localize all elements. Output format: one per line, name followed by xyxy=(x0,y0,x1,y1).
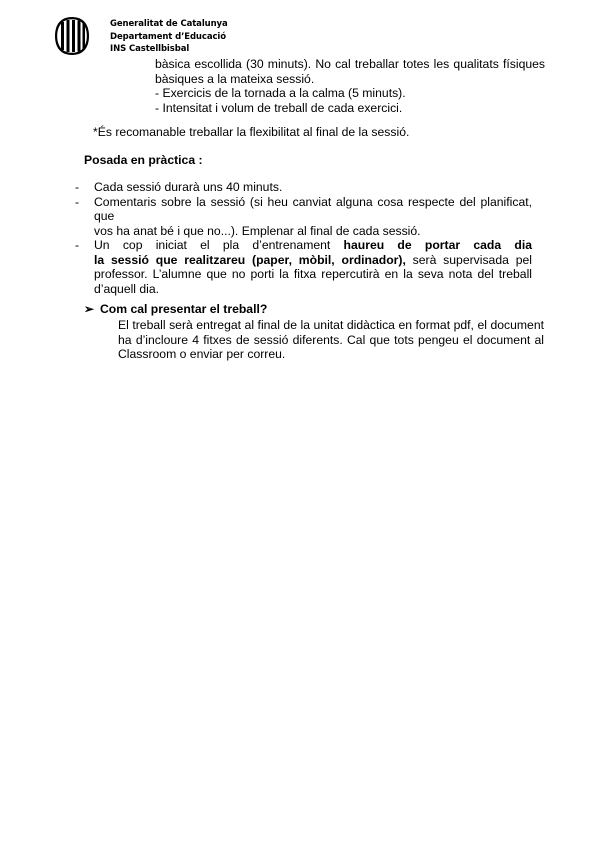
presentation-block xyxy=(118,318,544,362)
practice-heading: Posada en pràctica : xyxy=(84,153,203,167)
intro-line: - Exercicis de la tornada a la calma (5 minuts). xyxy=(155,86,406,100)
list-dash: - xyxy=(75,238,80,252)
department-name: Departament d’Educació xyxy=(110,31,226,42)
list-item-text: professor. L’alumne que no porti la fitxa repercutirà en la seva nota del treball xyxy=(94,267,532,281)
intro-line: bàsiques a la mateixa sessió. xyxy=(155,71,315,86)
list-item-text: d’aquell dia. xyxy=(94,281,160,296)
presentation-heading xyxy=(84,302,267,317)
intro-line: bàsica escollida (30 minuts). No cal treballar totes les qualitats físiques xyxy=(155,57,545,71)
arrow-bullet-icon: ➢ xyxy=(84,302,95,316)
org-name: Generalitat de Catalunya xyxy=(110,19,228,29)
list-item-text-part: Un cop iniciat el pla d’entrenament xyxy=(94,238,344,252)
presentation-line: El treball serà entregat al final de la unitat didàctica en format pdf, el document xyxy=(118,318,544,332)
list-item xyxy=(70,238,532,296)
list-item-text xyxy=(94,253,532,268)
presentation-line: Classroom o enviar per correu. xyxy=(118,347,286,361)
list-dash: - xyxy=(75,180,80,194)
list-item-text xyxy=(94,238,532,253)
presentation-heading-text: Com cal presentar el treball? xyxy=(100,302,268,316)
school-name: INS Castellbisbal xyxy=(110,44,190,54)
list-item-bold-text: la sessió que realitzareu (paper, mòbil, ordinador), xyxy=(94,252,406,267)
list-dash: - xyxy=(75,194,80,209)
list-item xyxy=(70,195,532,239)
list-item-text: Comentaris sobre la sessió (si heu canviat alguna cosa respecte del planificat, que xyxy=(94,194,532,223)
intro-block xyxy=(155,57,545,115)
flexibility-note: *És recomanable treballar la flexibilitat al final de la sessió. xyxy=(93,125,410,139)
intro-line: - Intensitat i volum de treball de cada exercici. xyxy=(155,100,403,115)
list-item-text: Cada sessió durarà uns 40 minuts. xyxy=(94,180,283,194)
list-item-bold-text: haureu de portar cada dia xyxy=(343,238,532,252)
list-item-text: vos ha anat bé i que no...). Emplenar al final de cada sessió. xyxy=(94,223,421,238)
organization-header xyxy=(110,18,228,56)
list-item-text-part: serà supervisada pel xyxy=(405,252,532,267)
practice-list xyxy=(70,180,532,296)
presentation-line: ha d’incloure 4 fitxes de sessió diferents. Cal que tots pengeu el document al xyxy=(118,332,544,347)
generalitat-logo-icon xyxy=(53,16,91,56)
list-item xyxy=(70,180,532,195)
